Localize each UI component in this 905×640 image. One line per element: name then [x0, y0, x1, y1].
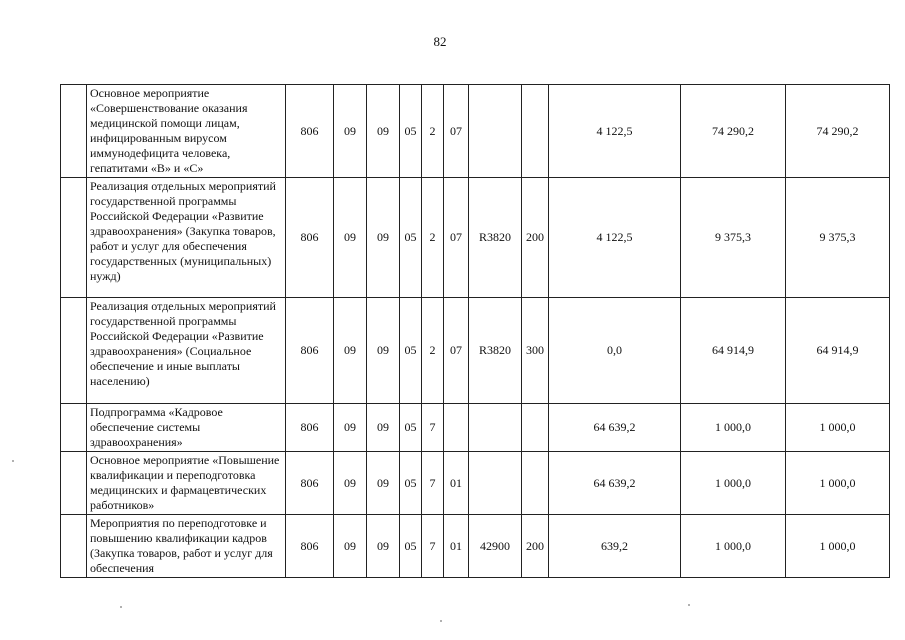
expense-type-code: [522, 452, 549, 515]
ministry-code: 806: [286, 515, 334, 578]
program-code: 05: [400, 85, 422, 178]
direction-code: [469, 452, 522, 515]
amount-1: 4 122,5: [549, 178, 681, 298]
direction-code: [469, 404, 522, 452]
subsection-code: 09: [367, 85, 400, 178]
amount-1: 64 639,2: [549, 452, 681, 515]
scan-speck: [688, 604, 690, 606]
subprogram-code: 7: [422, 404, 444, 452]
table-row: [61, 298, 890, 404]
table-row: [61, 452, 890, 515]
row-index-cell: [61, 515, 87, 578]
table-row: [61, 404, 890, 452]
row-index-cell: [61, 404, 87, 452]
expense-type-code: [522, 85, 549, 178]
direction-code: 42900: [469, 515, 522, 578]
amount-1: 0,0: [549, 298, 681, 404]
table-row: [61, 85, 890, 178]
amount-2: 1 000,0: [681, 515, 786, 578]
event-code: 07: [444, 298, 469, 404]
direction-code: [469, 85, 522, 178]
program-code: 05: [400, 452, 422, 515]
amount-2: 9 375,3: [681, 178, 786, 298]
page-number: 82: [433, 34, 447, 49]
expense-type-code: 300: [522, 298, 549, 404]
amount-2: 1 000,0: [681, 404, 786, 452]
ministry-code: 806: [286, 404, 334, 452]
item-name: Подпрограмма «Кадровое обеспечение системы здравоохранения»: [87, 404, 286, 452]
program-code: 05: [400, 404, 422, 452]
amount-3: 1 000,0: [786, 404, 890, 452]
amount-3: 1 000,0: [786, 452, 890, 515]
scan-speck: [120, 606, 122, 608]
budget-table: [60, 84, 890, 578]
direction-code: R3820: [469, 178, 522, 298]
amount-1: 4 122,5: [549, 85, 681, 178]
subprogram-code: 2: [422, 178, 444, 298]
amount-3: 64 914,9: [786, 298, 890, 404]
row-index-cell: [61, 452, 87, 515]
event-code: [444, 404, 469, 452]
expense-type-code: 200: [522, 178, 549, 298]
table-row: [61, 178, 890, 298]
subsection-code: 09: [367, 404, 400, 452]
program-code: 05: [400, 178, 422, 298]
item-name: Реализация отдельных мероприятий государственной программы Российской Федерации «Развитие здравоохранения» (Социальное обеспечение и иные выплаты населению): [87, 298, 286, 404]
amount-3: 1 000,0: [786, 515, 890, 578]
event-code: 01: [444, 452, 469, 515]
item-name: Основное мероприятие «Совершенствование оказания медицинской помощи лицам, инфицированным вирусом иммунодефицита человека, гепатитами «В» и «С»: [87, 85, 286, 178]
event-code: 07: [444, 85, 469, 178]
expense-type-code: 200: [522, 515, 549, 578]
section-code: 09: [334, 178, 367, 298]
event-code: 07: [444, 178, 469, 298]
item-name: Мероприятия по переподготовке и повышению квалификации кадров (Закупка товаров, работ и услуг для обеспечения: [87, 515, 286, 578]
amount-2: 74 290,2: [681, 85, 786, 178]
row-index-cell: [61, 178, 87, 298]
direction-code: R3820: [469, 298, 522, 404]
row-index-cell: [61, 85, 87, 178]
amount-1: 64 639,2: [549, 404, 681, 452]
amount-3: 9 375,3: [786, 178, 890, 298]
subsection-code: 09: [367, 515, 400, 578]
scan-speck: [12, 460, 14, 462]
subprogram-code: 2: [422, 85, 444, 178]
table-row: [61, 515, 890, 578]
amount-2: 1 000,0: [681, 452, 786, 515]
program-code: 05: [400, 298, 422, 404]
row-index-cell: [61, 298, 87, 404]
amount-3: 74 290,2: [786, 85, 890, 178]
section-code: 09: [334, 515, 367, 578]
section-code: 09: [334, 404, 367, 452]
amount-1: 639,2: [549, 515, 681, 578]
scan-speck: [440, 620, 442, 622]
program-code: 05: [400, 515, 422, 578]
subprogram-code: 2: [422, 298, 444, 404]
section-code: 09: [334, 85, 367, 178]
amount-2: 64 914,9: [681, 298, 786, 404]
subprogram-code: 7: [422, 515, 444, 578]
ministry-code: 806: [286, 85, 334, 178]
expense-type-code: [522, 404, 549, 452]
section-code: 09: [334, 452, 367, 515]
subsection-code: 09: [367, 452, 400, 515]
event-code: 01: [444, 515, 469, 578]
section-code: 09: [334, 298, 367, 404]
subsection-code: 09: [367, 298, 400, 404]
ministry-code: 806: [286, 178, 334, 298]
subsection-code: 09: [367, 178, 400, 298]
item-name: Реализация отдельных мероприятий государственной программы Российской Федерации «Развитие здравоохранения» (Закупка товаров, работ и услуг для обеспечения государственных (муниципальных) нужд): [87, 178, 286, 298]
item-name: Основное мероприятие «Повышение квалификации и переподготовка медицинских и фармацевтических работников»: [87, 452, 286, 515]
subprogram-code: 7: [422, 452, 444, 515]
ministry-code: 806: [286, 298, 334, 404]
ministry-code: 806: [286, 452, 334, 515]
